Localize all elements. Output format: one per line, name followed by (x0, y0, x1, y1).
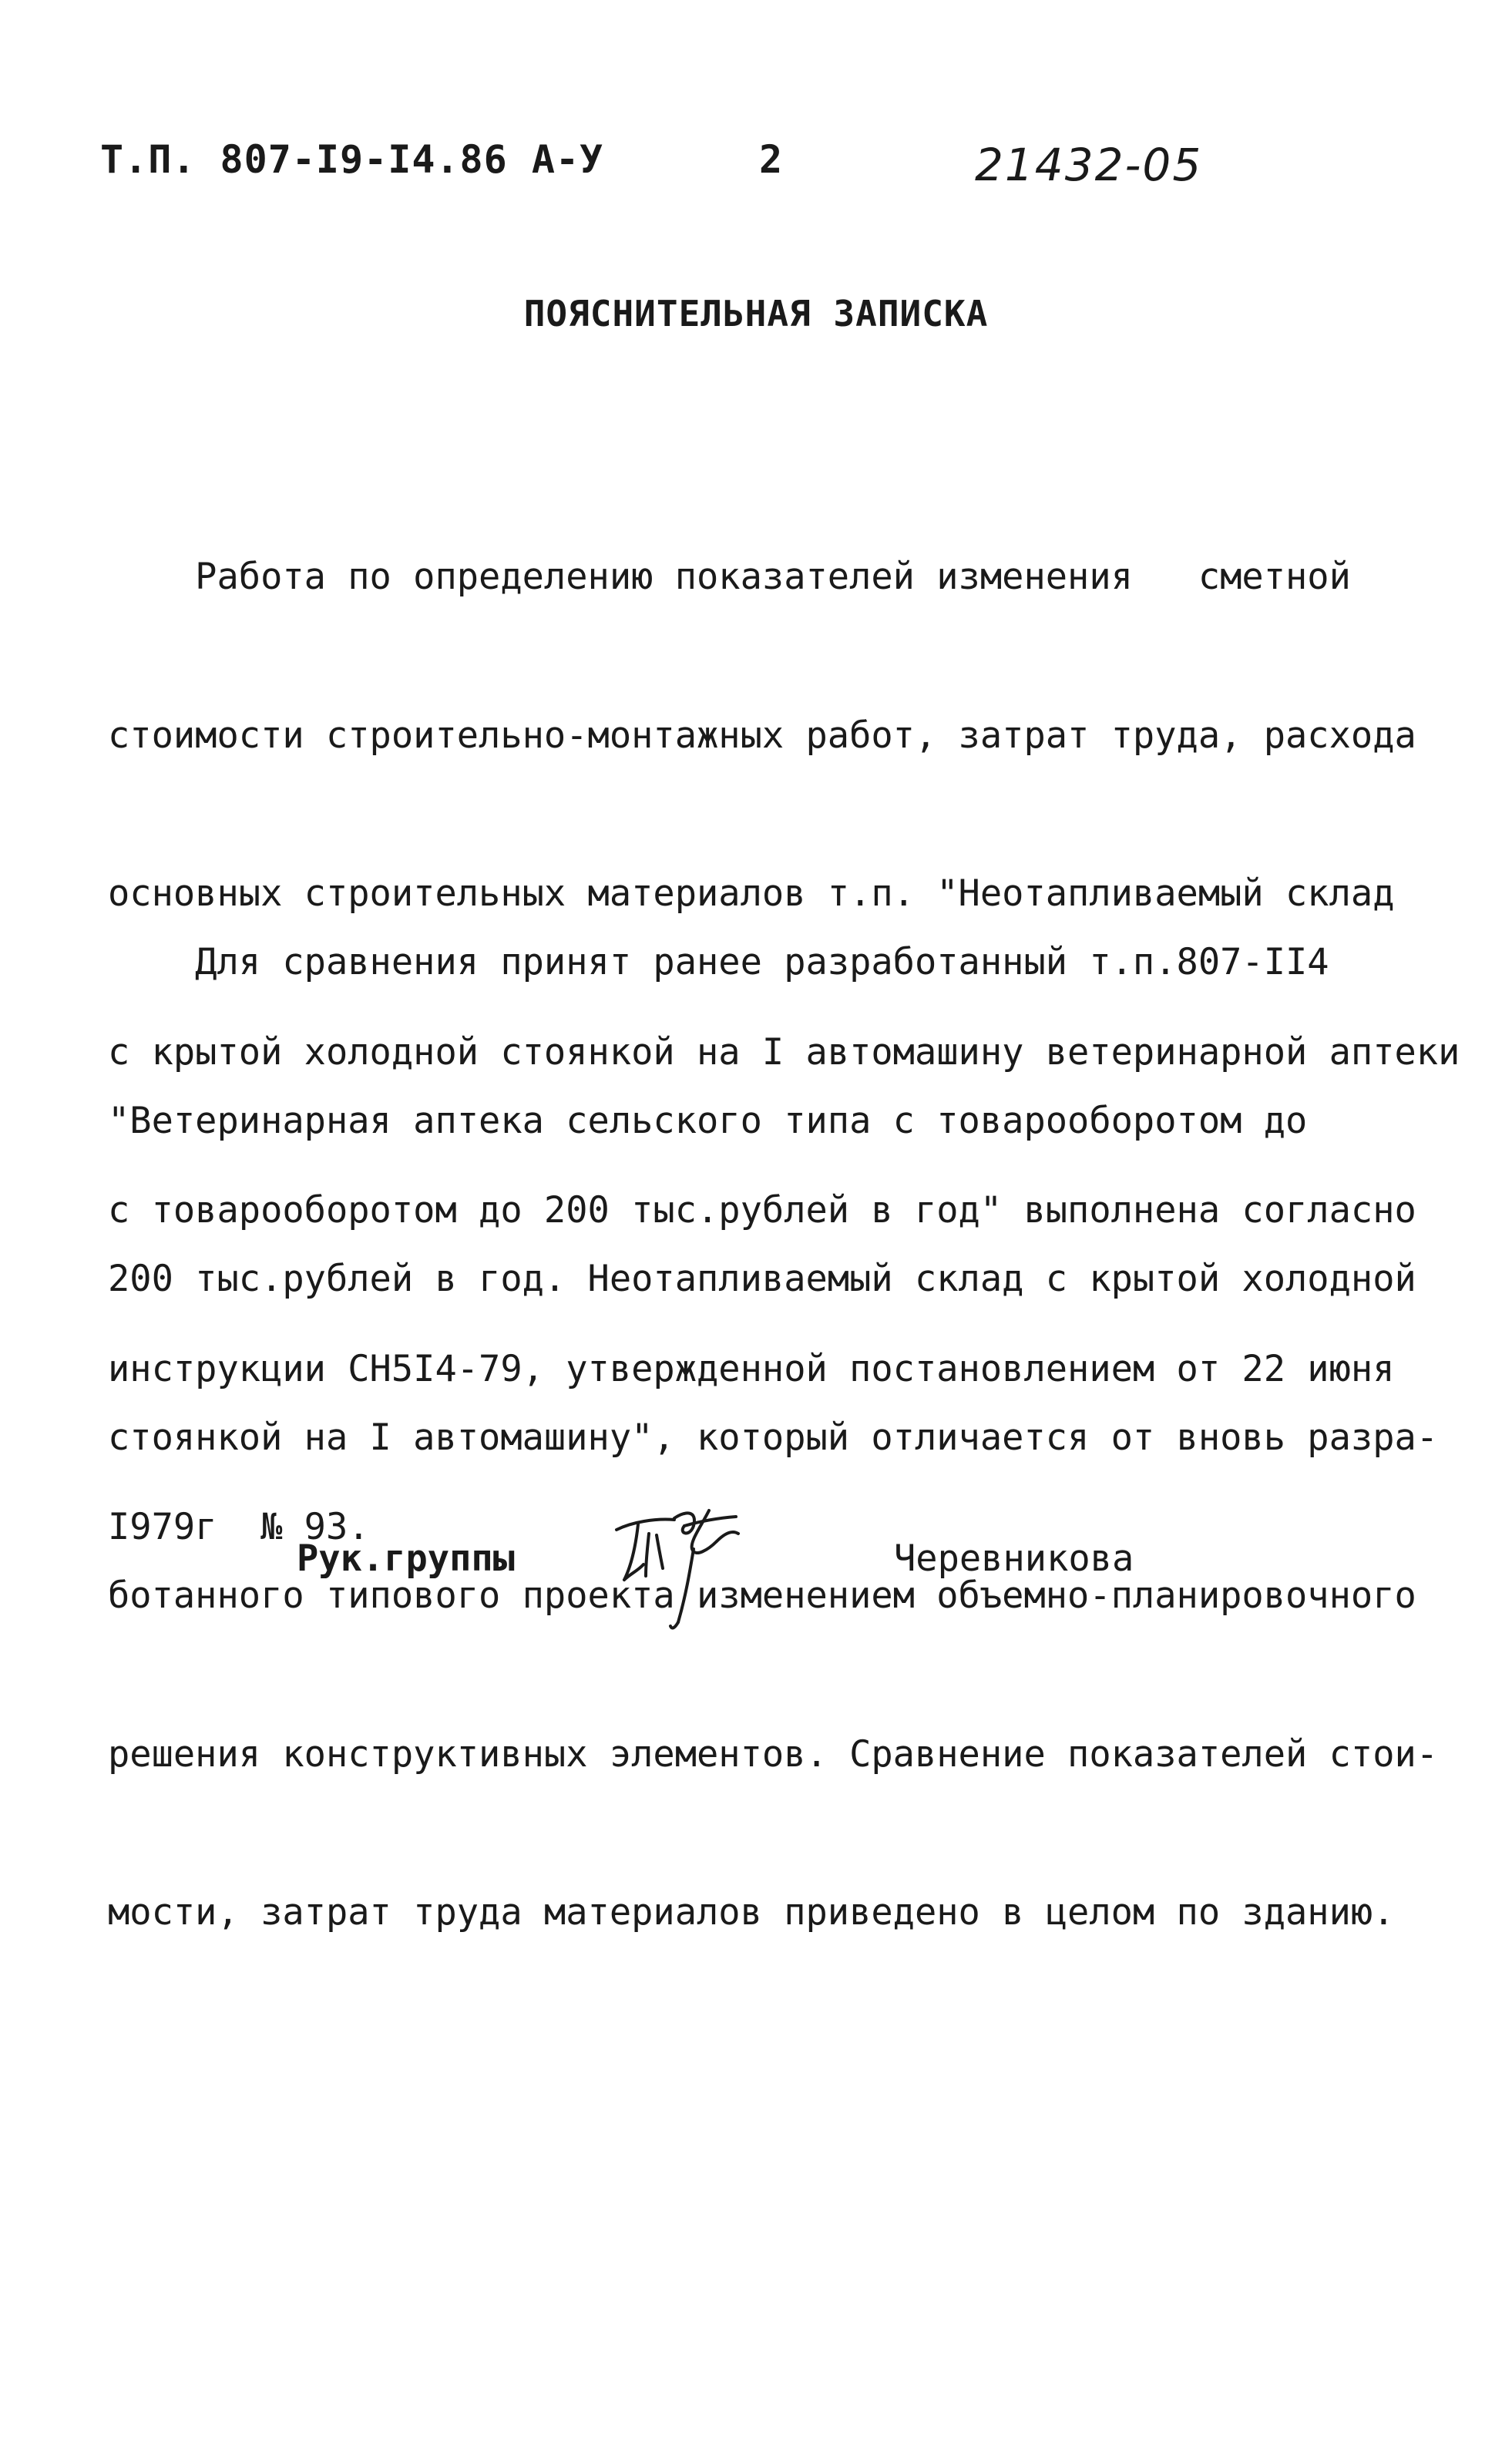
paragraph-line: 200 тыс.рублей в год. Неотапливаемый склад с крытой холодной (108, 1258, 1416, 1300)
paragraph-line: Работа по определению показателей изменения сметной (108, 556, 1351, 598)
paragraph-line: инструкции СН5I4-79, утвержденной постановлением от 22 июня (108, 1347, 1395, 1390)
paragraph-line: стоянкой на I автомашину", который отличается от вновь разра- (108, 1416, 1439, 1459)
document-title: ПОЯСНИТЕЛЬНАЯ ЗАПИСКА (523, 293, 989, 334)
paragraph-line: с крытой холодной стоянкой на I автомашину ветеринарной аптеки (108, 1030, 1460, 1074)
paragraph-line: стоимости строительно-монтажных работ, затрат труда, расхода (108, 714, 1416, 757)
paragraph-line: I979г № 93. (108, 1506, 370, 1548)
paragraph-line: Для сравнения принят ранее разработанный т.п.807-II4 (108, 941, 1329, 983)
handwritten-signature (601, 1487, 755, 1641)
page-number: 2 (759, 137, 784, 182)
document-code: Т.П. 807-I9-I4.86 А-У (100, 137, 604, 182)
signer-name: Черевникова (894, 1537, 1134, 1580)
handwritten-number: 21432-05 (975, 139, 1203, 191)
paragraph-line: основных строительных материалов т.п. "Неотапливаемый склад (108, 872, 1395, 915)
paragraph-line: "Ветеринарная аптека сельского типа с товарооборотом до (108, 1099, 1308, 1142)
paragraph-line: с товарооборотом до 200 тыс.рублей в год" выполнена согласно (108, 1189, 1416, 1232)
signature-label: Рук.группы (297, 1537, 515, 1580)
paragraph-2 (108, 831, 1460, 2045)
paragraph-line: ботанного типового проекта изменением объемно-планировочного (108, 1574, 1416, 1617)
paragraph-line: мости, затрат труда материалов приведено в целом по зданию. (108, 1891, 1395, 1934)
paragraph-line: решения конструктивных элементов. Сравнение показателей стои- (108, 1732, 1439, 1776)
